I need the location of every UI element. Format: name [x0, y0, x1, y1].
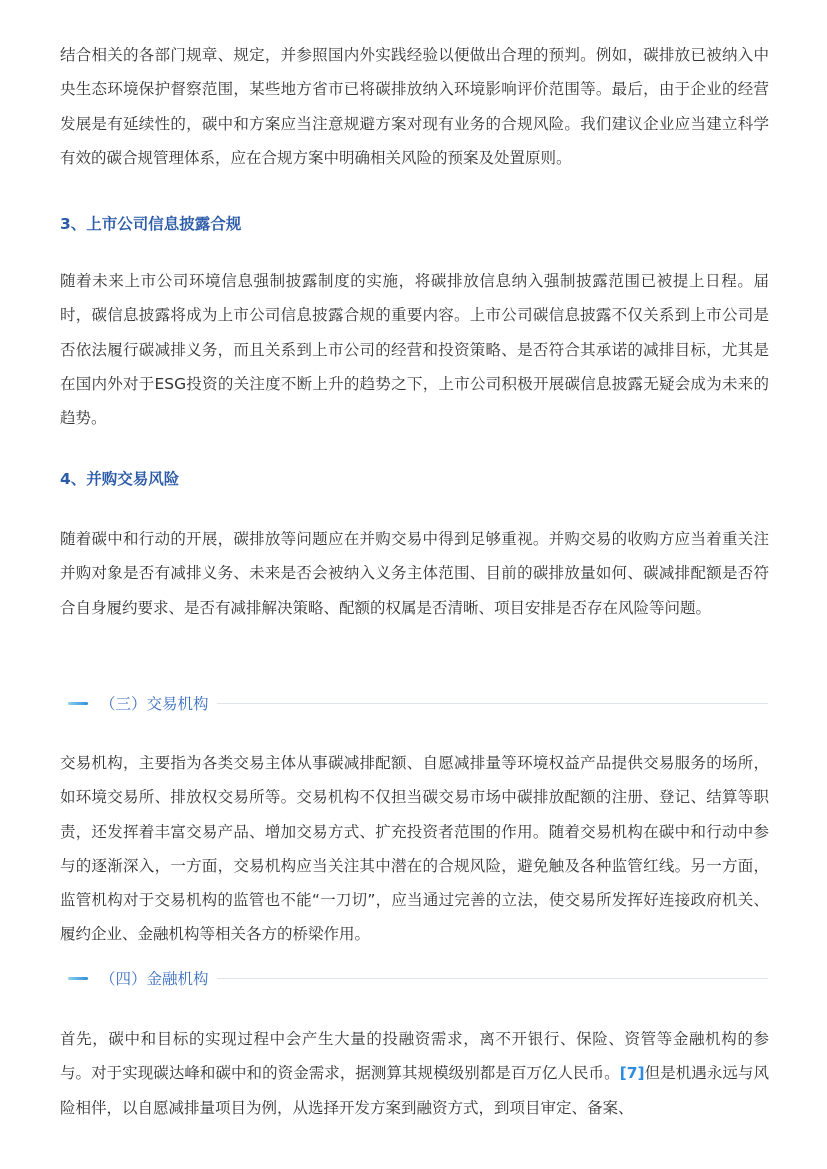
section-dash-icon	[68, 977, 88, 980]
paragraph-financial-institutions	[60, 1022, 769, 1125]
section-divider	[217, 703, 768, 704]
paragraph-text: 但是机遇永远与风险相伴，以自愿减排量项目为例，从选择开发方案到融资方式，到项目审定、备案、	[60, 1064, 769, 1117]
section-divider	[217, 978, 768, 979]
paragraph-mna-risk: 随着碳中和行动的开展，碳排放等问题应在并购交易中得到足够重视。并购交易的收购方应当着重关注并购对象是否有减排义务、未来是否会被纳入义务主体范围、目前的碳排放量如何、碳减排配额是否符合自身履约要求、是否有减排解决策略、配额的权属是否清晰、项目安排是否存在风险等问题。	[60, 530, 769, 617]
paragraph-text: 首先，碳中和目标的实现过程中会产生大量的投融资需求，离不开银行、保险、资管等金融机构的参与。对于实现碳达峰和碳中和的资金需求，据测算其规模级别都是百万亿人民币。	[60, 1030, 769, 1083]
heading-listed-company-disclosure: 3、上市公司信息披露合规	[60, 215, 242, 233]
section-title: （三）交易机构	[100, 695, 209, 713]
heading-mna-risk: 4、并购交易风险	[60, 470, 180, 488]
section-dash-icon	[68, 702, 88, 705]
paragraph-carbon-compliance: 结合相关的各部门规章、规定，并参照国内外实践经验以便做出合理的预判。例如，碳排放已被纳入中央生态环境保护督察范围，某些地方省市已将碳排放纳入环境影响评价范围等。最后，由于企业的经营发展是有延续性的，碳中和方案应当注意规避方案对现有业务的合规风险。我们建议企业应当建立科学有效的碳合规管理体系，应在合规方案中明确相关风险的预案及处置原则。	[60, 46, 769, 167]
paragraph-trading-institutions: 交易机构，主要指为各类交易主体从事碳减排配额、自愿减排量等环境权益产品提供交易服务的场所，如环境交易所、排放权交易所等。交易机构不仅担当碳交易市场中碳排放配额的注册、登记、结算等职责，还发挥着丰富交易产品、增加交易方式、扩充投资者范围的作用。随着交易机构在碳中和行动中参与的逐渐深入，一方面，交易机构应当关注其中潜在的合规风险，避免触及各种监管红线。另一方面，监管机构对于交易机构的监管也不能“一刀切”，应当通过完善的立法，使交易所发挥好连接政府机关、履约企业、金融机构等相关各方的桥梁作用。	[60, 754, 769, 944]
section-heading-financial-institutions	[68, 967, 768, 989]
section-heading-trading-institutions	[68, 692, 768, 714]
section-title: （四）金融机构	[100, 970, 209, 988]
reference-link[interactable]: [7]	[619, 1064, 645, 1083]
paragraph-listed-company-disclosure: 随着未来上市公司环境信息强制披露制度的实施，将碳排放信息纳入强制披露范围已被提上日程。届时，碳信息披露将成为上市公司信息披露合规的重要内容。上市公司碳信息披露不仅关系到上市公司是否依法履行碳减排义务，而且关系到上市公司的经营和投资策略、是否符合其承诺的减排目标，尤其是在国内外对于ESG投资的关注度不断上升的趋势之下，上市公司积极开展碳信息披露无疑会成为未来的趋势。	[60, 272, 769, 428]
